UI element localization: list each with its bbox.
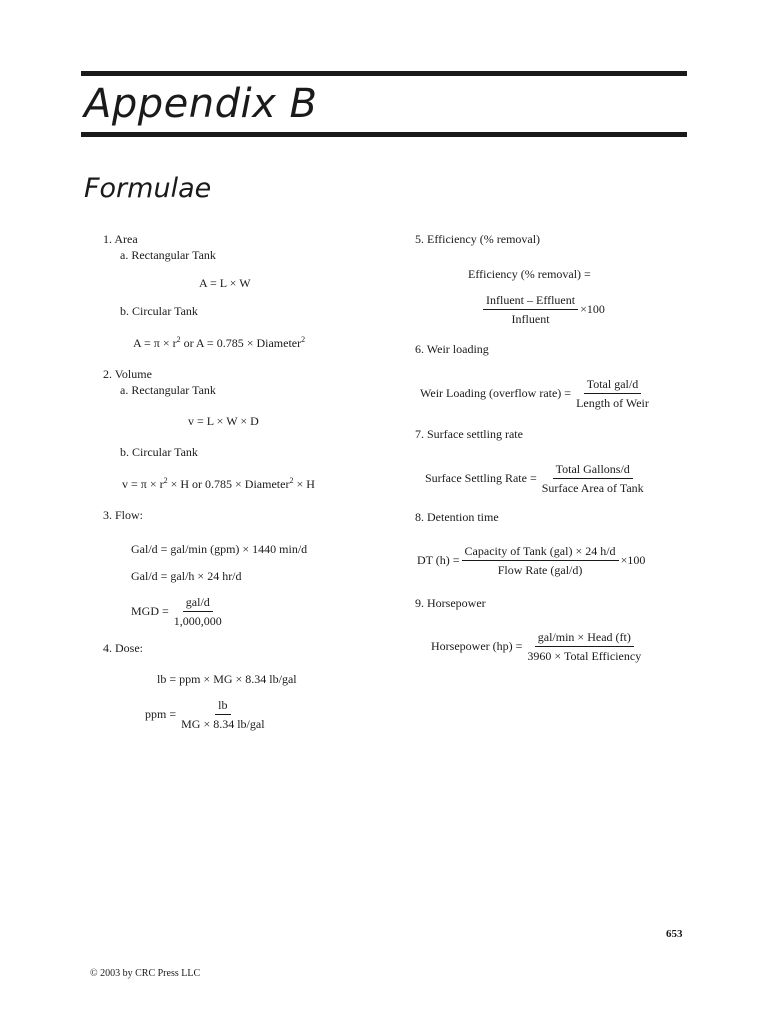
weir-lhs: Weir Loading (overflow rate) =: [420, 386, 572, 400]
weir-heading: 6. Weir loading: [415, 342, 489, 356]
appendix-title: Appendix B: [84, 81, 318, 127]
area-rectangular-label: a. Rectangular Tank: [120, 248, 216, 262]
horsepower-numerator: gal/min × Head (ft): [535, 629, 634, 647]
detention-denominator: Flow Rate (gal/d): [497, 563, 583, 577]
ppm-fraction: [178, 697, 267, 732]
dose-equation-lb: lb = ppm × MG × 8.34 lb/gal: [157, 672, 297, 686]
horsepower-lhs: Horsepower (hp) =: [431, 639, 523, 653]
dose-equation-ppm: [145, 697, 270, 732]
efficiency-lhs: Efficiency (% removal) =: [468, 267, 591, 281]
page-number: 653: [666, 928, 683, 940]
detention-multiplier: ×100: [620, 553, 646, 567]
area-circular-equation: $A = \pi \times r^2$ or A = 0.785 × Diameter$^2$: [133, 335, 306, 350]
horsepower-denominator: 3960 × Total Efficiency: [527, 649, 642, 663]
weir-fraction: [573, 376, 652, 411]
volume-circular-equation: $v = \pi \times r^2 \times H$ or 0.785 × Diameter$^2$ × H: [122, 476, 315, 491]
area-rectangular-equation: A = L × W: [199, 276, 251, 290]
flow-equation-mgd: [131, 594, 227, 629]
volume-circular-label: b. Circular Tank: [120, 445, 198, 459]
surface-fraction: [539, 461, 647, 496]
surface-numerator: Total Gallons/d: [553, 461, 633, 479]
detention-fraction: [462, 543, 619, 578]
weir-denominator: Length of Weir: [576, 396, 649, 410]
efficiency-denominator: Influent: [511, 312, 550, 326]
mgd-lhs: MGD =: [131, 604, 169, 618]
efficiency-numerator: Influent – Effluent: [483, 292, 578, 310]
volume-heading: 2. Volume: [103, 367, 152, 381]
area-heading: 1. Area: [103, 232, 138, 246]
flow-equation-gpm: Gal/d = gal/min (gpm) × 1440 min/d: [131, 542, 308, 556]
volume-rectangular-equation: v = L × W × D: [188, 414, 259, 428]
surface-denominator: Surface Area of Tank: [541, 481, 644, 495]
section-title: Formulae: [84, 173, 212, 204]
flow-heading: 3. Flow:: [103, 508, 144, 522]
efficiency-equation: [481, 292, 605, 327]
detention-lhs: DT (h) =: [417, 553, 460, 567]
flow-equation-gph: Gal/d = gal/h × 24 hr/d: [131, 569, 242, 583]
efficiency-fraction: [483, 292, 578, 327]
surface-lhs: Surface Settling Rate =: [425, 471, 537, 485]
mgd-fraction: [171, 594, 225, 629]
mgd-denominator: 1,000,000: [173, 614, 222, 628]
horsepower-equation: [431, 629, 646, 664]
ppm-numerator: lb: [215, 697, 230, 715]
weir-equation: [420, 376, 654, 411]
ppm-lhs: ppm =: [145, 707, 177, 721]
copyright-notice: © 2003 by CRC Press LLC: [90, 968, 201, 979]
surface-heading: 7. Surface settling rate: [415, 427, 523, 441]
efficiency-heading: 5. Efficiency (% removal): [415, 232, 541, 246]
volume-rectangular-label: a. Rectangular Tank: [120, 383, 216, 397]
weir-numerator: Total gal/d: [584, 376, 641, 394]
detention-numerator: Capacity of Tank (gal) × 24 h/d: [462, 543, 619, 561]
title-underline-rule: [81, 132, 687, 137]
surface-equation: [425, 461, 649, 496]
dose-heading: 4. Dose:: [103, 641, 143, 655]
detention-equation: [417, 543, 645, 578]
efficiency-multiplier: ×100: [580, 302, 605, 316]
detention-heading: 8. Detention time: [415, 510, 499, 524]
ppm-denominator: MG × 8.34 lb/gal: [181, 717, 265, 731]
top-rule: [81, 71, 687, 76]
mgd-numerator: gal/d: [183, 594, 213, 612]
horsepower-fraction: [524, 629, 644, 664]
area-circular-label: b. Circular Tank: [120, 304, 198, 318]
horsepower-heading: 9. Horsepower: [415, 596, 486, 610]
